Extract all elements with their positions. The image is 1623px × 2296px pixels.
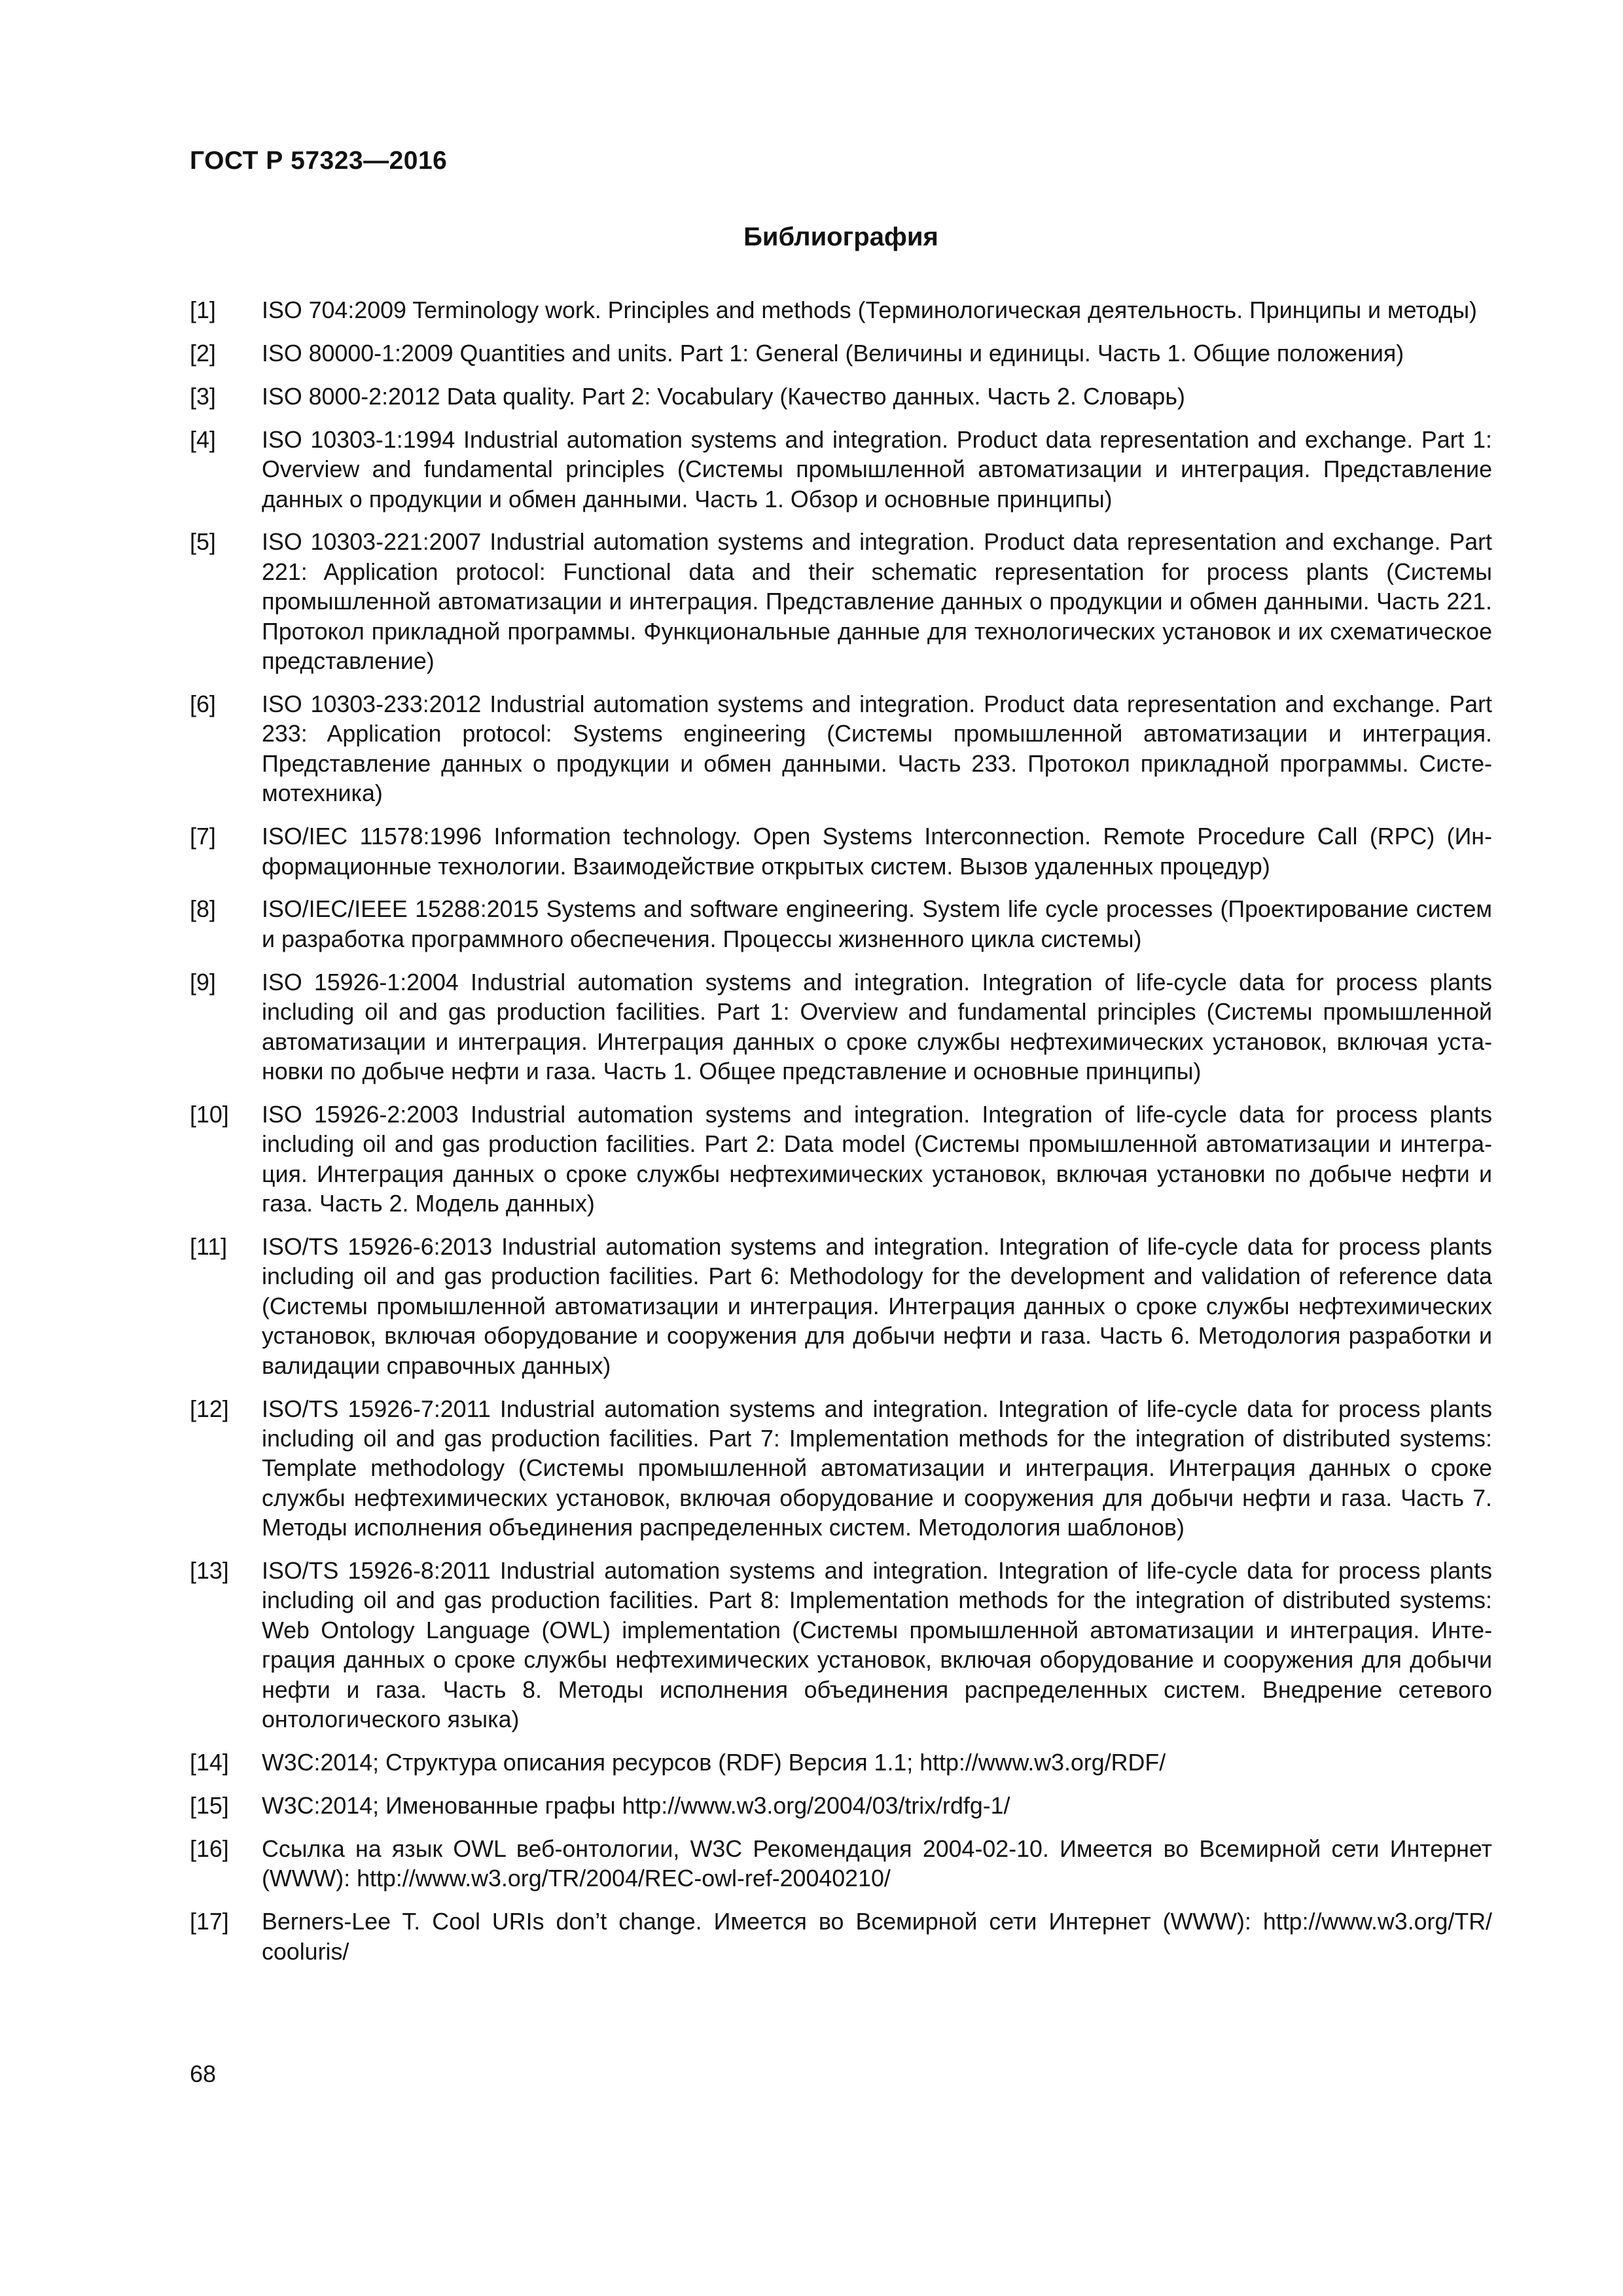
entry-number: [2] [190, 340, 216, 367]
bibliography-entry-3 [190, 382, 1492, 412]
entry-text: ISO 8000-2:2012 Data quality. Part 2: Vocabulary (Качество данных. Часть 2. Словарь) [262, 383, 1185, 410]
entry-text: ISO/TS 15926-8:2011 Industrial automation systems and integration. Integration of life-cycle data for process plants including oil and gas production facilities. Part 8: Implementation methods for the integration of distributed systems: Web Ontology Language (OWL) implementation (Системы промышленной автоматизации и интеграция. Интеграция данных о сроке службы нефтехимических установок, включая оборудование и сооружения для добычи нефти и газа. Часть 8. Методы исполнения объединения распределенных систем. Внедрение сетевого онтологического языка) [262, 1558, 1492, 1733]
entry-text: ISO/TS 15926-6:2013 Industrial automation systems and integration. Integration of life-cycle data for process plants including oil and gas production facilities. Part 6: Methodology for the development and validation of reference data (Системы промышленной автоматизации и интеграция. Интеграция данных о сроке службы нефтехимических установок, включая оборудование и сооружения для добычи нефти и газа. Часть 6. Методология разработки и валидации справочных данных) [262, 1233, 1492, 1379]
bibliography-entry-1 [190, 296, 1492, 325]
entry-number: [10] [190, 1101, 229, 1128]
entry-text: ISO 10303-233:2012 Industrial automation systems and integration. Product data representation and exchange. Part 233: Application protocol: Systems engineering (Системы промышленной автоматизации и интеграция. Представление данных о продукции и обмен данными. Часть 233. Протокол прикладной программы. Системотехника) [262, 691, 1492, 807]
bibliography-entry-5 [190, 528, 1492, 676]
entry-text: ISO 15926-2:2003 Industrial automation systems and integration. Integration of life-cycle data for process plants including oil and gas production facilities. Part 2: Data model (Системы промышленной автоматизации и интеграция. Интеграция данных о сроке службы нефтехимических установок, включая установки по добыче нефти и газа. Часть 2. Модель данных) [262, 1101, 1492, 1217]
bibliography-entry-4 [190, 425, 1492, 514]
bibliography-entry-9 [190, 968, 1492, 1087]
entry-number: [1] [190, 297, 216, 323]
entry-number: [11] [190, 1233, 228, 1260]
entry-text: Berners-Lee T. Cool URIs don’t change. Имеется во Всемирной сети Интернет (WWW): http://www.w3.org/TR/ cooluris/ [262, 1909, 1492, 1965]
entry-text: ISO/TS 15926-7:2011 Industrial automation systems and integration. Integration of life-cycle data for process plants including oil and gas production facilities. Part 7: Implementation methods for the integration of distributed systems: Template methodology (Системы промышленной автоматизации и интеграция. Интеграция данных о сроке службы нефтехимических установок, включая оборудование и сооружения для добычи нефти и газа. Часть 7. Методы исполнения объединения распределенных систем. Методология шаблонов) [262, 1395, 1492, 1541]
entry-number: [7] [190, 823, 216, 850]
bibliography-entry-2 [190, 339, 1492, 368]
bibliography-entry-17 [190, 1907, 1492, 1967]
entry-text: ISO 15926-1:2004 Industrial automation systems and integration. Integration of life-cycle data for process plants including oil and gas production facilities. Part 1: Overview and fundamental principles (Системы промышленной автоматизации и интеграция. Интеграция данных о сроке службы нефтехимических установок, включая установки по добыче нефти и газа. Часть 1. Общее представление и основные принципы) [262, 969, 1492, 1085]
entry-number: [17] [190, 1909, 229, 1935]
bibliography-entry-16 [190, 1835, 1492, 1894]
document-standard-header: ГОСТ Р 57323—2016 [190, 147, 448, 175]
bibliography-entry-12 [190, 1395, 1492, 1543]
entry-number: [6] [190, 691, 216, 717]
entry-text: ISO 10303-221:2007 Industrial automation systems and integration. Product data representation and exchange. Part 221: Application protocol: Functional data and their schematic representation for process plants (Системы промышленной автоматизации и интеграция. Представление данных о продукции и обмен данными. Часть 221. Протокол прикладной программы. Функциональные данные для технологических установок и их схематическое представление) [262, 529, 1492, 675]
entry-number: [12] [190, 1395, 229, 1422]
page-number: 68 [190, 2060, 217, 2087]
entry-number: [15] [190, 1792, 229, 1819]
bibliography-entry-6 [190, 690, 1492, 809]
bibliography-entry-10 [190, 1100, 1492, 1219]
bibliography-entry-11 [190, 1232, 1492, 1381]
bibliography-entry-8 [190, 895, 1492, 954]
entry-text: ISO 10303-1:1994 Industrial automation systems and integration. Product data representation and exchange. Part 1: Overview and fundamental principles (Системы промышленной автоматизации и интеграция. Представление данных о продукции и обмен данными. Часть 1. Обзор и основные принципы) [262, 426, 1492, 512]
bibliography-entry-13 [190, 1556, 1492, 1734]
entry-text: W3C:2014; Структура описания ресурсов (RDF) Версия 1.1; http://www.w3.org/RDF/ [262, 1749, 1166, 1776]
entry-number: [3] [190, 383, 216, 410]
entry-text: ISO 704:2009 Terminology work. Principles and methods (Терминологическая деятельность. Принципы и методы) [262, 297, 1477, 323]
bibliography-entry-14 [190, 1748, 1492, 1778]
entry-number: [13] [190, 1558, 229, 1585]
entry-number: [5] [190, 529, 216, 556]
entry-number: [14] [190, 1749, 229, 1776]
bibliography-list [190, 296, 1492, 1980]
bibliography-title: Библиография [743, 223, 938, 251]
entry-number: [4] [190, 426, 216, 453]
entry-text: W3C:2014; Именованные графы http://www.w3.org/2004/03/trix/rdfg-1/ [262, 1792, 1010, 1819]
entry-text: ISO/IEC/IEEE 15288:2015 Systems and software engineering. System life cycle processes (Проектирование систем и разработка программного обеспечения. Процессы жизненного цикла системы) [262, 896, 1492, 952]
entry-number: [9] [190, 969, 216, 996]
entry-text: Ссылка на язык OWL веб-онтологии, W3C Рекомендация 2004-02-10. Имеется во Всемирной сети Интернет (WWW): http://www.w3.org/TR/2004/REC-owl-ref-20040210/ [262, 1835, 1492, 1892]
entry-text: ISO 80000-1:2009 Quantities and units. Part 1: General (Величины и единицы. Часть 1. Общие положения) [262, 340, 1404, 367]
entry-text: ISO/IEC 11578:1996 Information technology. Open Systems Interconnection. Remote Procedure Call (RPC) (Информационные технологии. Взаимодействие открытых систем. Вызов удаленных процедур) [262, 823, 1492, 880]
bibliography-entry-15 [190, 1791, 1492, 1821]
entry-number: [8] [190, 896, 216, 923]
bibliography-entry-7 [190, 822, 1492, 882]
entry-number: [16] [190, 1835, 229, 1862]
